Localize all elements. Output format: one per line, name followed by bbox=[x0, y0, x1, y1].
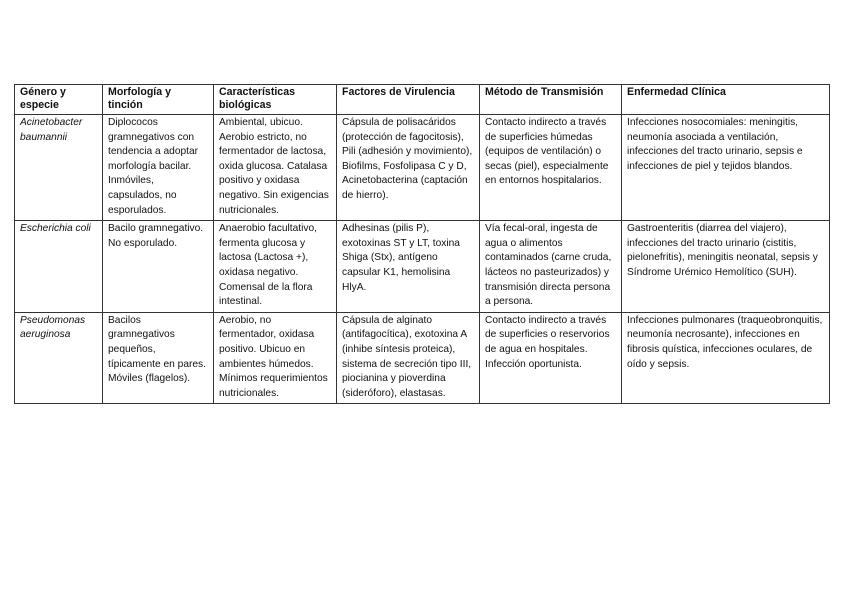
cell-metodo: Contacto indirecto a través de superficies húmedas (equipos de ventilación) o secas (piel), especialmente en entornos hospitalarios. bbox=[480, 115, 622, 221]
cell-metodo: Vía fecal-oral, ingesta de agua o alimentos contaminados (carne cruda, lácteos no pasteurizados) y transmisión directa persona a persona. bbox=[480, 221, 622, 313]
table-header-row bbox=[15, 85, 830, 115]
header-genero: Género y especie bbox=[15, 85, 103, 115]
cell-species: Acinetobacter baumannii bbox=[15, 115, 103, 221]
cell-morfologia: Diplococos gramnegativos con tendencia a adoptar morfología bacilar. Inmóviles, capsulados, no esporulados. bbox=[103, 115, 214, 221]
cell-factores: Cápsula de alginato (antifagocítica), exotoxina A (inhibe síntesis proteica), sistema de secreción tipo III, piocianina y pioverdina (sideróforo), elastasas. bbox=[337, 312, 480, 404]
cell-enfermedad: Infecciones nosocomiales: meningitis, neumonía asociada a ventilación, infecciones del tracto urinario, sepsis e infecciones de piel y tejidos blandos. bbox=[622, 115, 830, 221]
table-row bbox=[15, 221, 830, 313]
header-morfologia: Morfología y tinción bbox=[103, 85, 214, 115]
cell-morfologia: Bacilo gramnegativo. No esporulado. bbox=[103, 221, 214, 313]
cell-enfermedad: Infecciones pulmonares (traqueobronquitis, neumonía necrosante), infecciones en fibrosis quística, infecciones oculares, de oído y sepsis. bbox=[622, 312, 830, 404]
cell-species: Pseudomonas aeruginosa bbox=[15, 312, 103, 404]
cell-caracteristicas: Anaerobio facultativo, fermenta glucosa y lactosa (Lactosa +), oxidasa negativo. Comensal de la flora intestinal. bbox=[214, 221, 337, 313]
header-factores: Factores de Virulencia bbox=[337, 85, 480, 115]
table-row bbox=[15, 115, 830, 221]
cell-caracteristicas: Ambiental, ubicuo. Aerobio estricto, no fermentador de lactosa, oxida glucosa. Catalasa positivo y oxidasa negativo. Sin exigencias nutricionales. bbox=[214, 115, 337, 221]
bacteria-table bbox=[14, 84, 830, 404]
cell-species: Escherichia coli bbox=[15, 221, 103, 313]
cell-caracteristicas: Aerobio, no fermentador, oxidasa positivo. Ubicuo en ambientes húmedos. Mínimos requerimientos nutricionales. bbox=[214, 312, 337, 404]
cell-enfermedad: Gastroenteritis (diarrea del viajero), infecciones del tracto urinario (cistitis, pielonefritis), meningitis neonatal, sepsis y Síndrome Urémico Hemolítico (SUH). bbox=[622, 221, 830, 313]
cell-factores: Adhesinas (pilis P), exotoxinas ST y LT, toxina Shiga (Stx), antígeno capsular K1, hemolisina HlyA. bbox=[337, 221, 480, 313]
header-metodo: Método de Transmisión bbox=[480, 85, 622, 115]
table-row bbox=[15, 312, 830, 404]
header-caracteristicas: Características biológicas bbox=[214, 85, 337, 115]
cell-morfologia: Bacilos gramnegativos pequeños, típicamente en pares. Móviles (flagelos). bbox=[103, 312, 214, 404]
cell-metodo: Contacto indirecto a través de superficies o reservorios de agua en hospitales. Infección oportunista. bbox=[480, 312, 622, 404]
cell-factores: Cápsula de polisacáridos (protección de fagocitosis), Pili (adhesión y movimiento), Biofilms, Fosfolipasa C y D, Acinetobacterina (captación de hierro). bbox=[337, 115, 480, 221]
header-enfermedad: Enfermedad Clínica bbox=[622, 85, 830, 115]
